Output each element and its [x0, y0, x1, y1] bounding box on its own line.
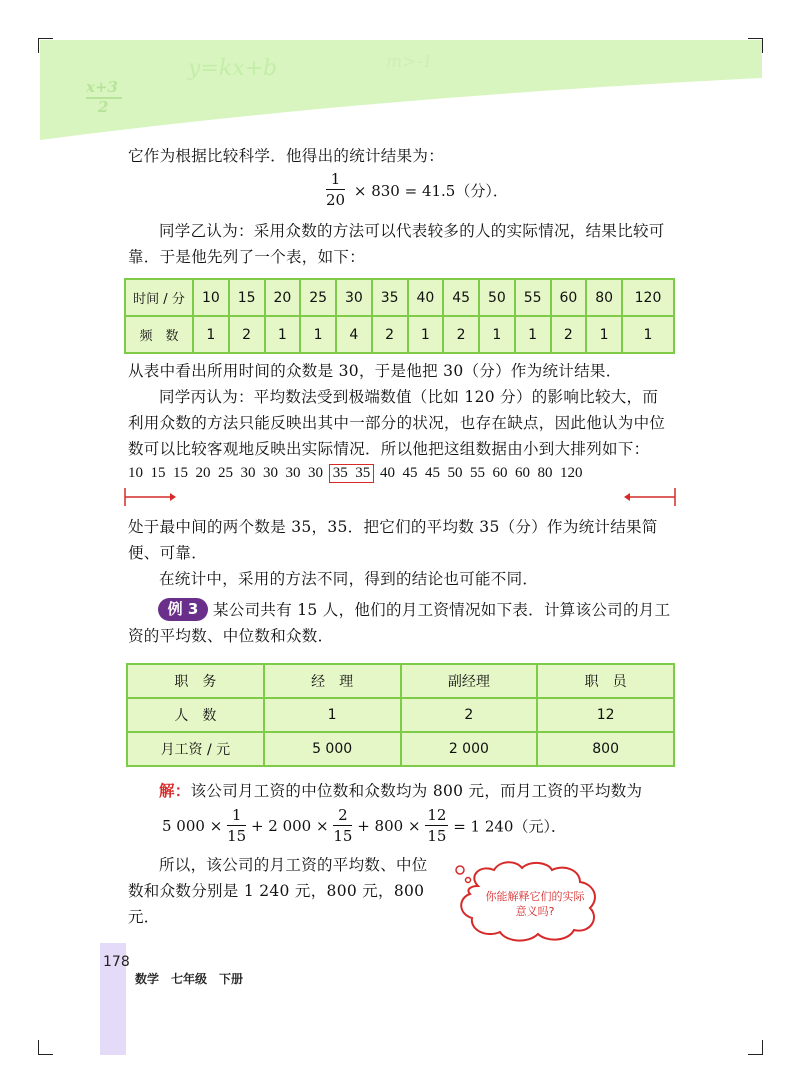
salary-row-count — [127, 698, 674, 732]
sorted-data-row — [128, 464, 583, 483]
sorted-value: 40 — [380, 465, 395, 481]
paragraph-solution — [128, 778, 673, 804]
table-cell: 120 — [622, 279, 674, 316]
frequency-row-time — [125, 279, 674, 316]
sorted-value: 45 — [402, 465, 418, 481]
table-cell: 60 — [551, 279, 587, 316]
table-cell: 月工资 / 元 — [127, 732, 264, 766]
header-formula-denominator: 2 — [98, 98, 109, 116]
table-cell: 2 000 — [401, 732, 538, 766]
table-cell: 15 — [229, 279, 265, 316]
example-badge: 例 3 — [158, 598, 208, 621]
frequency-table — [124, 278, 675, 354]
table-cell: 2 — [229, 316, 265, 353]
table-cell: 4 — [336, 316, 372, 353]
header-formula-linear: y=kx+b — [188, 56, 278, 81]
table-cell: 2 — [372, 316, 408, 353]
sorted-value: 20 — [195, 465, 211, 481]
solution-label: 解： — [159, 781, 191, 800]
table-cell: 5 000 — [264, 732, 401, 766]
arrow-left — [624, 488, 676, 506]
sorted-value: 30 — [285, 465, 301, 481]
sorted-value: 25 — [218, 465, 233, 481]
table-cell: 1 — [479, 316, 515, 353]
header-formula-inequality: m>-1 — [386, 52, 433, 72]
table-cell: 1 — [265, 316, 301, 353]
sorted-value: 50 — [447, 465, 463, 481]
table-cell: 30 — [336, 279, 372, 316]
sorted-value: 30 — [240, 465, 256, 481]
table-cell: 12 — [537, 698, 674, 732]
sorted-value: 60 — [515, 465, 530, 481]
table-cell: 2 — [443, 316, 479, 353]
fraction-2-15: $\frac{2}{15}$ — [333, 806, 353, 845]
sorted-value-median: 35 — [355, 465, 371, 481]
crop-mark-bottom-right — [748, 1040, 763, 1055]
paragraph-example-3: 某公司共有 15 人，他们的月工资情况如下表．计算该公司的月工资的平均数、中位数和众数． — [128, 601, 671, 645]
table-cell: 人 数 — [127, 698, 264, 732]
paragraph-conclusion: 在统计中，采用的方法不同，得到的结论也可能不同． — [159, 570, 539, 588]
fraction-1-15: $\frac{1}{15}$ — [227, 806, 247, 845]
table-cell: 1 — [300, 316, 336, 353]
sorted-value: 30 — [308, 465, 323, 481]
table-header-cell: 副经理 — [401, 664, 538, 698]
table-header-cell: 职 员 — [537, 664, 674, 698]
salary-header-row — [127, 664, 674, 698]
table-cell: 20 — [265, 279, 301, 316]
sorted-value: 15 — [150, 465, 166, 481]
paragraph-student-b: 同学乙认为：采用众数的方法可以代表较多的人的实际情况，结果比较可靠．于是他先列了一个表，如下： — [128, 222, 665, 266]
table-cell: 45 — [443, 279, 479, 316]
frequency-row-label-count: 频 数 — [125, 316, 193, 353]
paragraph-student-c: 同学丙认为：平均数法受到极端数值（比如 120 分）的影响比较大，而利用众数的方法只能反映出其中一部分的状况，也存在缺点，因此他认为中位数可以比较客观地反映出实际情况．所以他把这组数据由小到大排列如下： — [128, 388, 666, 458]
table-cell: 80 — [586, 279, 622, 316]
table-cell: 1 — [408, 316, 444, 353]
sorted-value: 60 — [492, 465, 508, 481]
sorted-value: 15 — [173, 465, 188, 481]
fraction-12-15: $\frac{12}{15}$ — [427, 806, 447, 845]
frequency-row-label-time: 时间 / 分 — [125, 279, 193, 316]
table-cell: 10 — [193, 279, 229, 316]
book-title: 数学 七年级 下册 — [135, 972, 244, 986]
thought-bubble-text: 你能解释它们的实际意义吗? — [485, 890, 585, 918]
sorted-value: 30 — [263, 465, 278, 481]
sorted-value: 80 — [537, 465, 553, 481]
table-cell: 1 — [193, 316, 229, 353]
table-cell: 35 — [372, 279, 408, 316]
table-cell: 1 — [515, 316, 551, 353]
table-cell: 1 — [586, 316, 622, 353]
table-cell: 2 — [551, 316, 587, 353]
sorted-value-median: 35 — [332, 465, 348, 481]
sorted-value: 55 — [470, 465, 485, 481]
table-cell: 55 — [515, 279, 551, 316]
header-formula-numerator: x+3 — [86, 78, 118, 96]
paragraph-final-answer: 所以，该公司的月工资的平均数、中位数和众数分别是 1 240 元，800 元，800 元． — [128, 856, 428, 926]
equation-weighted-mean: 5 000 × $\frac{1}{15}$ + 2 000 × $\frac{2}{15}$ + 800 × $\frac{12}{15}$ = 1 240（元）． — [162, 806, 566, 845]
salary-table — [126, 663, 675, 767]
arrow-right — [124, 488, 176, 506]
paragraph-median-result: 处于最中间的两个数是 35，35．把它们的平均数 35（分）作为统计结果简便、可靠． — [128, 518, 658, 562]
table-cell: 1 — [264, 698, 401, 732]
salary-row-wage — [127, 732, 674, 766]
equation-mean: $\frac{1}{20}$ × 830 = 41.5（分）． — [326, 170, 508, 209]
solution-text: 该公司月工资的中位数和众数均为 800 元，而月工资的平均数为 — [190, 782, 643, 800]
table-cell: 2 — [401, 698, 538, 732]
crop-mark-bottom-left — [38, 1040, 53, 1055]
table-header-cell: 经 理 — [264, 664, 401, 698]
table-cell: 50 — [479, 279, 515, 316]
median-highlight-box — [329, 464, 375, 483]
fraction-1-20: $\frac{1}{20}$ — [326, 170, 346, 209]
table-cell: 1 — [622, 316, 674, 353]
paragraph-intro: 它作为根据比较科学．他得出的统计结果为： — [128, 147, 445, 165]
table-cell: 25 — [300, 279, 336, 316]
sorted-value: 120 — [560, 465, 583, 481]
sorted-value: 45 — [425, 465, 440, 481]
paragraph-mode-result: 从表中看出所用时间的众数是 30，于是他把 30（分）作为统计结果． — [128, 362, 622, 380]
frequency-row-count — [125, 316, 674, 353]
sorted-value: 10 — [128, 465, 143, 481]
table-cell: 40 — [408, 279, 444, 316]
table-cell: 800 — [537, 732, 674, 766]
page-number: 178 — [103, 954, 130, 970]
table-header-cell: 职 务 — [127, 664, 264, 698]
